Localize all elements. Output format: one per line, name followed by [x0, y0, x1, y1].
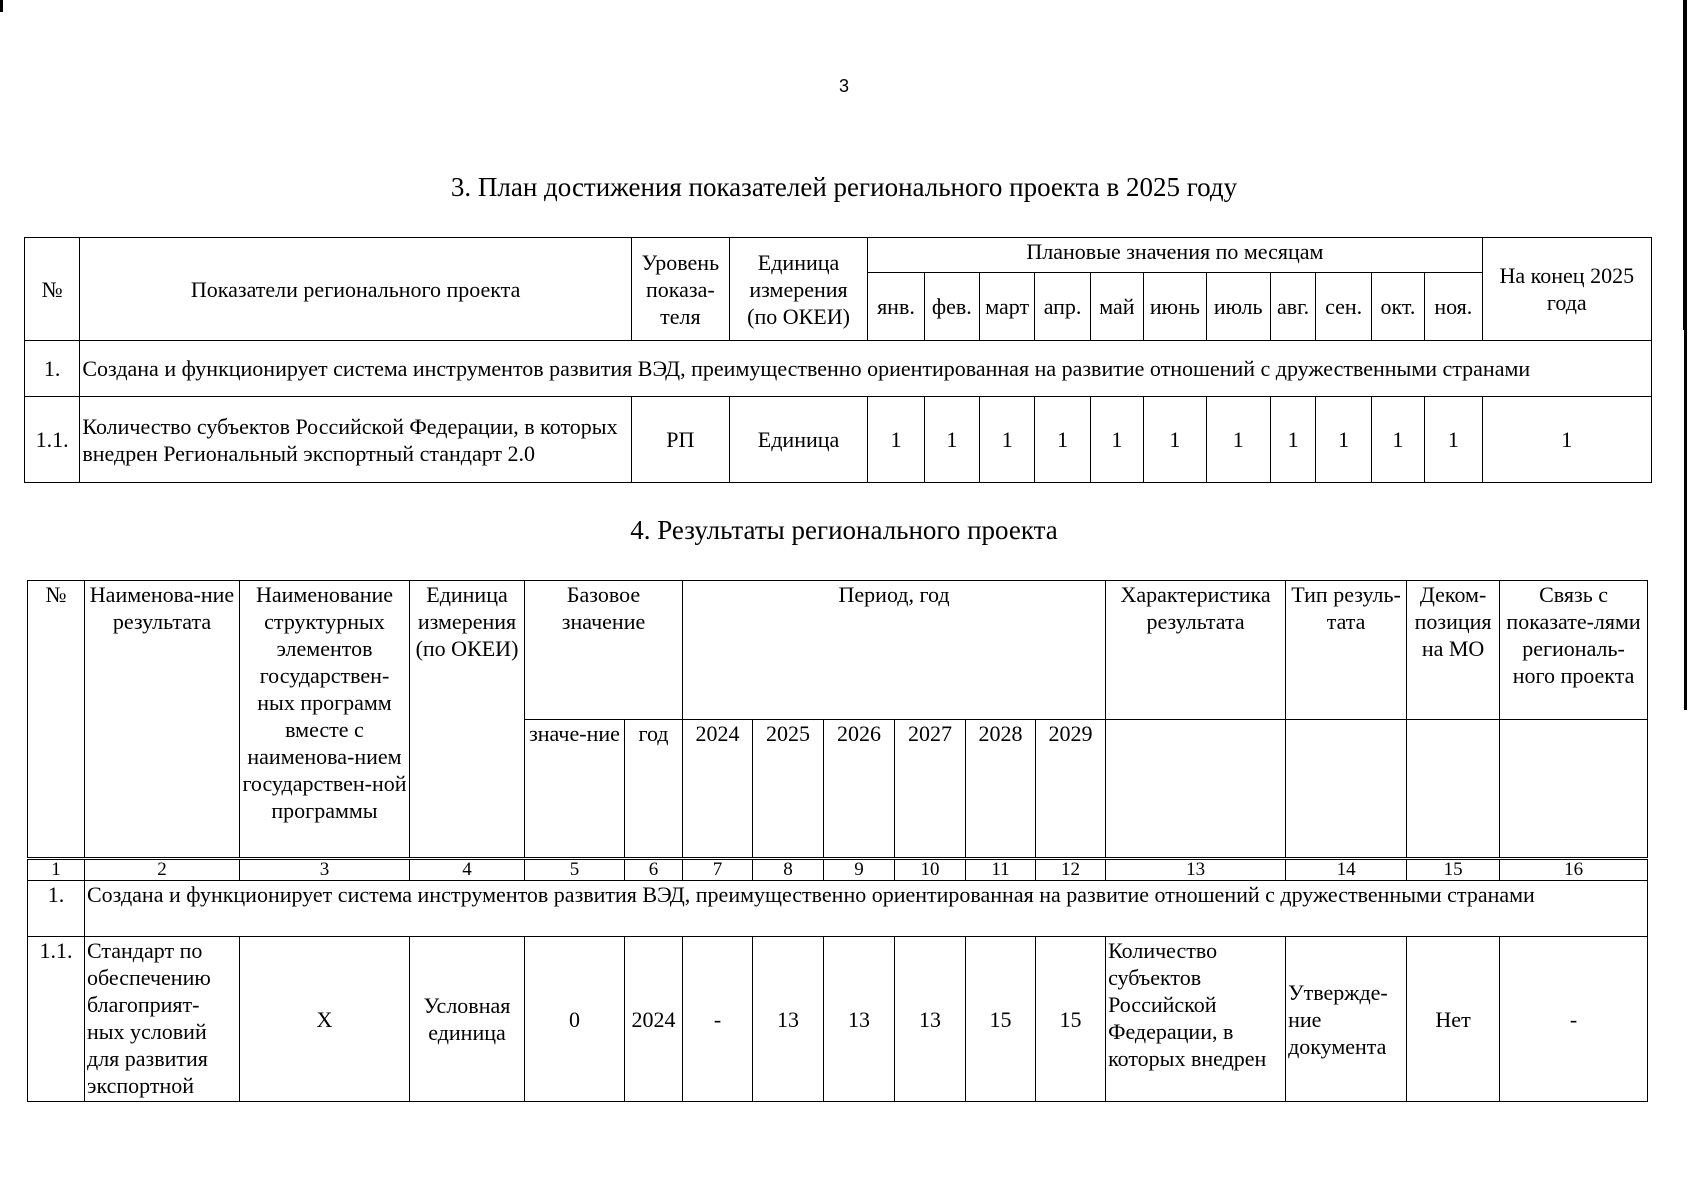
header-structural-elements: Наименование структурных элементов государствен-ных программ вместе с наименова-нием государствен-ной программы: [240, 581, 410, 859]
empty-cell: [1407, 720, 1500, 859]
scan-edge-mark: [1684, 330, 1687, 710]
month-header: июль: [1206, 273, 1270, 341]
scan-edge-mark: [0, 0, 3, 12]
header-no: №: [28, 581, 85, 859]
column-number: 6: [625, 859, 683, 881]
group-title: Создана и функционирует система инструментов развития ВЭД, преимущественно ориентированная на развитие отношений с дружественными странами: [85, 881, 1648, 937]
year-end-value: 1: [1482, 397, 1651, 483]
row-base-year: 2024: [625, 937, 683, 1102]
row-decomposition: Нет: [1407, 937, 1500, 1102]
group-no: 1.: [28, 881, 85, 937]
row-base-value: 0: [525, 937, 625, 1102]
row-unit: Условная единица: [410, 937, 525, 1102]
header-characteristic: Характеристика результата: [1106, 581, 1286, 720]
column-number: 9: [824, 859, 895, 881]
section-4-title: 4. Результаты регионального проекта: [630, 515, 1058, 545]
header-year: 2026: [824, 720, 895, 859]
row-year-value: -: [683, 937, 753, 1102]
column-number: 13: [1106, 859, 1286, 881]
header-year-end: На конец 2025 года: [1482, 238, 1651, 341]
header-type: Тип резуль-тата: [1286, 581, 1407, 720]
month-header: июнь: [1143, 273, 1206, 341]
column-number: 8: [753, 859, 824, 881]
header-year: 2025: [753, 720, 824, 859]
row-unit: Единица: [729, 397, 867, 483]
month-header: апр.: [1035, 273, 1090, 341]
column-number: 7: [683, 859, 753, 881]
header-base-value: значе-ние: [525, 720, 625, 859]
header-period: Период, год: [683, 581, 1106, 720]
month-value: 1: [1316, 397, 1371, 483]
row-year-value: 13: [753, 937, 824, 1102]
month-value: 1: [1143, 397, 1206, 483]
header-decomposition: Деком-позиция на МО: [1407, 581, 1500, 720]
month-header: янв.: [868, 273, 924, 341]
header-monthly: Плановые значения по месяцам: [868, 238, 1482, 273]
month-header: сен.: [1316, 273, 1371, 341]
column-number: 1: [28, 859, 85, 881]
month-value: 1: [1425, 397, 1483, 483]
month-value: 1: [1206, 397, 1270, 483]
header-no: №: [25, 238, 80, 341]
row-structural: Х: [240, 937, 410, 1102]
empty-cell: [1106, 720, 1286, 859]
column-number: 16: [1500, 859, 1648, 881]
header-level: Уровень показа-теля: [631, 238, 729, 341]
row-indicator: Количество субъектов Российской Федерации, в которых внедрен Региональный экспортный стандарт 2.0: [80, 397, 632, 483]
scan-edge-mark: [1683, 0, 1687, 330]
header-unit: Единица измерения (по ОКЕИ): [410, 581, 525, 859]
row-no: 1.1.: [25, 397, 80, 483]
month-value: 1: [1371, 397, 1424, 483]
header-link: Связь с показате-лями региональ-ного проекта: [1500, 581, 1648, 720]
row-level: РП: [631, 397, 729, 483]
row-result-name: Стандарт по обеспечению благоприят-ных условий для развития экспортной: [85, 937, 240, 1102]
row-no: 1.1.: [28, 937, 85, 1102]
column-number: 14: [1286, 859, 1407, 881]
month-value: 1: [1270, 397, 1316, 483]
group-no: 1.: [25, 341, 80, 397]
empty-cell: [1500, 720, 1648, 859]
row-year-value: 15: [966, 937, 1036, 1102]
month-header: фев.: [924, 273, 979, 341]
month-header: май: [1090, 273, 1143, 341]
row-year-value: 15: [1036, 937, 1106, 1102]
empty-cell: [1286, 720, 1407, 859]
section-3-title: 3. План достижения показателей регионального проекта в 2025 году: [450, 172, 1238, 202]
row-year-value: 13: [895, 937, 966, 1102]
month-header: март: [980, 273, 1035, 341]
indicator-plan-table: [24, 237, 1652, 483]
row-year-value: 13: [824, 937, 895, 1102]
column-number: 4: [410, 859, 525, 881]
header-year: 2027: [895, 720, 966, 859]
column-number: 2: [85, 859, 240, 881]
row-link: -: [1500, 937, 1648, 1102]
header-year: 2029: [1036, 720, 1106, 859]
month-header: авг.: [1270, 273, 1316, 341]
page-number: 3: [838, 76, 849, 96]
month-value: 1: [1035, 397, 1090, 483]
month-header: ноя.: [1425, 273, 1483, 341]
column-number: 12: [1036, 859, 1106, 881]
month-value: 1: [1090, 397, 1143, 483]
header-indicator: Показатели регионального проекта: [80, 238, 632, 341]
header-unit: Единица измерения (по ОКЕИ): [729, 238, 867, 341]
header-result-name: Наименова-ние результата: [85, 581, 240, 859]
column-number: 5: [525, 859, 625, 881]
column-number: 15: [1407, 859, 1500, 881]
column-number: 11: [966, 859, 1036, 881]
header-year: 2024: [683, 720, 753, 859]
header-base-year: год: [625, 720, 683, 859]
group-title: Создана и функционирует система инструментов развития ВЭД, преимущественно ориентированная на развитие отношений с дружественными странами: [80, 341, 1652, 397]
column-number: 10: [895, 859, 966, 881]
row-characteristic: Количество субъектов Российской Федерации, в которых внедрен: [1106, 937, 1286, 1102]
results-table: [27, 580, 1648, 1102]
column-number: 3: [240, 859, 410, 881]
header-year: 2028: [966, 720, 1036, 859]
month-header: окт.: [1371, 273, 1424, 341]
row-type: Утвержде-ние документа: [1286, 937, 1407, 1102]
month-value: 1: [924, 397, 979, 483]
header-base: Базовое значение: [525, 581, 683, 720]
month-value: 1: [868, 397, 924, 483]
month-value: 1: [980, 397, 1035, 483]
